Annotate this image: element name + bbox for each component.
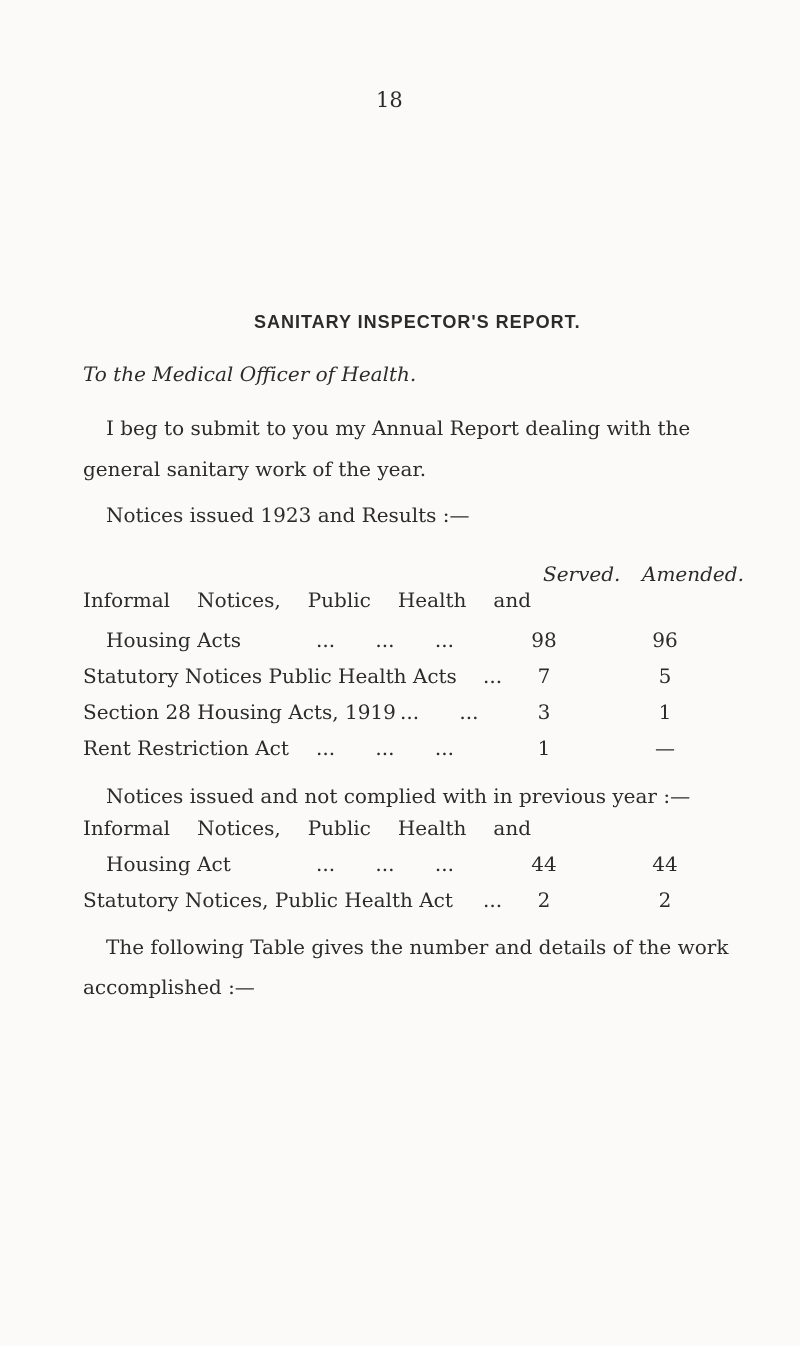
amended-value: 1	[658, 700, 672, 724]
table-row-label: Statutory Notices, Public Health Act	[83, 888, 453, 912]
served-value: 7	[537, 664, 551, 688]
table-row-label: Informal Notices, Public Health and	[83, 816, 531, 840]
table-row-label: Statutory Notices Public Health Acts	[83, 664, 457, 688]
amended-value: 96	[652, 628, 678, 652]
leader-dots: ...	[483, 888, 503, 912]
amended-value: 5	[658, 664, 672, 688]
salutation: To the Medical Officer of Health.	[83, 362, 417, 386]
table-row-label: Housing Act	[106, 852, 231, 876]
previous-year-caption: Notices issued and not complied with in previous year :—	[106, 784, 691, 808]
page-number: 18	[376, 88, 403, 112]
amended-value: 44	[652, 852, 678, 876]
served-value: 2	[537, 888, 551, 912]
served-value: 98	[531, 628, 557, 652]
table-row-label: Informal Notices, Public Health and	[83, 588, 531, 612]
column-header-amended: Amended.	[642, 562, 744, 586]
closing-paragraph: The following Table gives the number and details of the work accomplished :—	[83, 935, 729, 999]
leader-dots: ... ... ...	[316, 628, 454, 652]
table-row-label: Section 28 Housing Acts, 1919	[83, 700, 396, 724]
served-value: 3	[537, 700, 551, 724]
leader-dots: ... ... ...	[316, 736, 454, 760]
notices-caption: Notices issued 1923 and Results :—	[106, 503, 470, 527]
intro-paragraph: I beg to submit to you my Annual Report dealing with the general sanitary work of the year.	[83, 416, 691, 481]
amended-value: —	[655, 736, 675, 760]
leader-dots: ...	[483, 664, 503, 688]
column-header-served: Served.	[543, 562, 621, 586]
amended-value: 2	[658, 888, 672, 912]
table-row-label: Housing Acts	[106, 628, 242, 652]
served-value: 1	[537, 736, 551, 760]
table-row-label: Rent Restriction Act	[83, 736, 289, 760]
leader-dots: ... ... ...	[316, 852, 454, 876]
served-value: 44	[531, 852, 557, 876]
leader-dots: ... ...	[400, 700, 479, 724]
report-heading: SANITARY INSPECTOR'S REPORT.	[254, 312, 581, 332]
